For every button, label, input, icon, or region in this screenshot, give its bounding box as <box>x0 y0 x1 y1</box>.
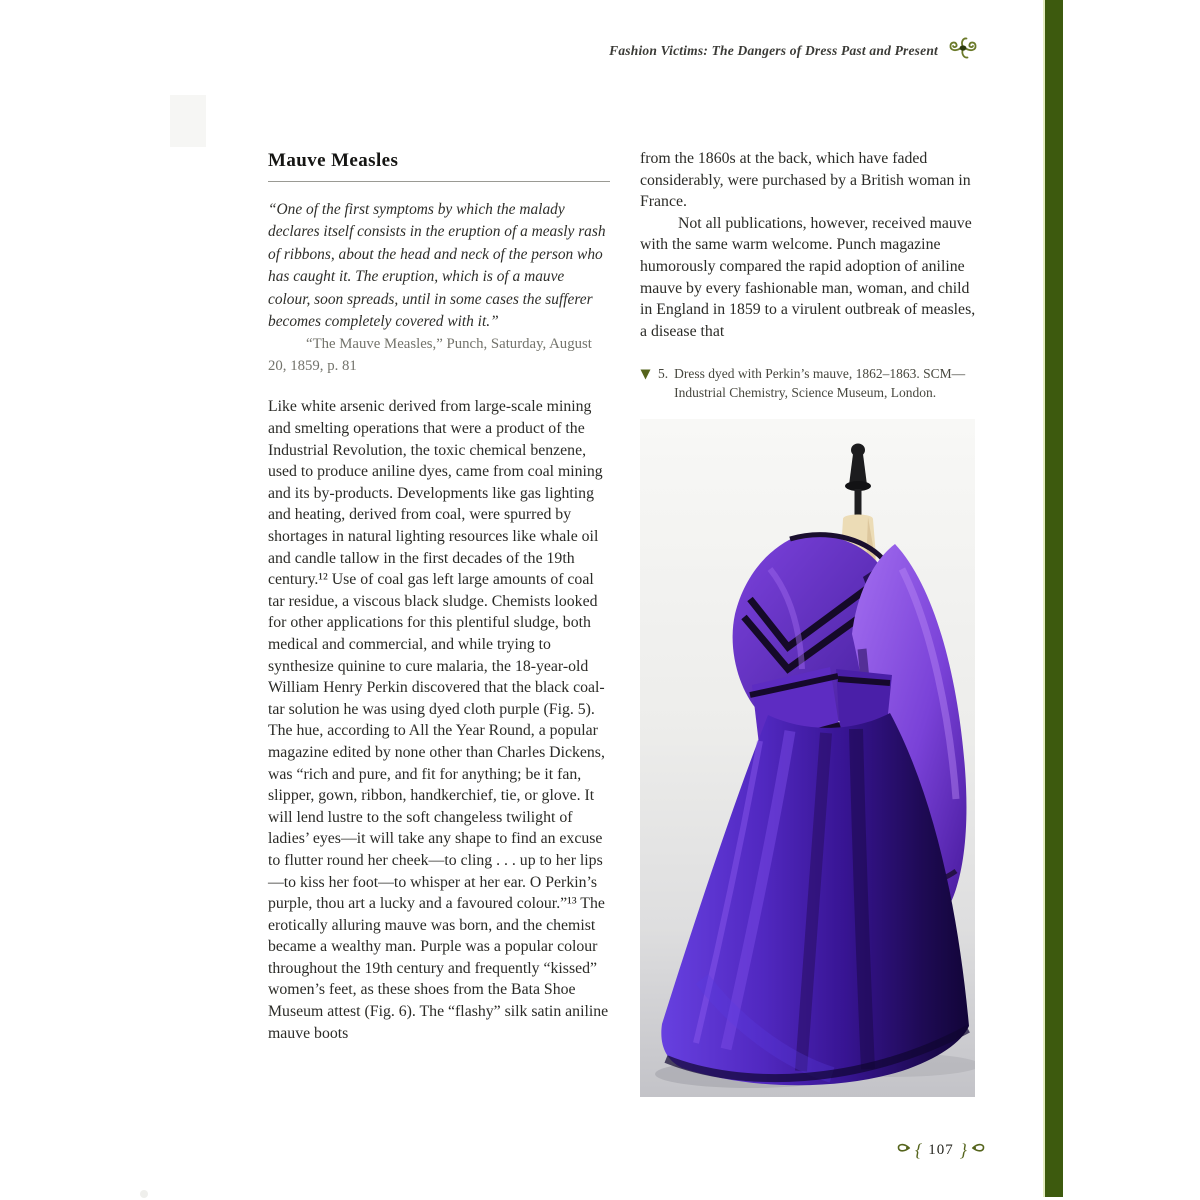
running-header <box>0 35 978 66</box>
footer-brace-left: { <box>915 1140 923 1160</box>
body-paragraph: from the 1860s at the back, which have faded considerably, were purchased by a British woman in France. <box>640 150 971 211</box>
epigraph-quote: “One of the first symptoms by which the malady declares itself consists in the eruption of a measly rash of ribbons, about the head and neck of the person who has caught it. The eruption, which is of a mauve colour, soon spreads, until in some cases the sufferer becomes completely covered with it.” <box>268 201 606 331</box>
left-column <box>268 150 610 1044</box>
footer-flourish-left-icon <box>896 1140 911 1161</box>
epigraph-attribution: “The Mauve Measles,” Punch, Saturday, August 20, 1859, p. 81 <box>268 336 592 375</box>
page-edge-bar <box>1043 0 1063 1197</box>
figure-caption-text: Dress dyed with Perkin’s mauve, 1862–1863. SCM—Industrial Chemistry, Science Museum, London. <box>674 366 966 401</box>
figure-caption <box>640 364 982 402</box>
scan-artifact <box>140 1190 148 1198</box>
footer-brace-right: } <box>959 1140 967 1160</box>
page-number: 107 <box>928 1141 954 1158</box>
footer-flourish-right-icon <box>971 1140 986 1161</box>
page-footer <box>896 1136 986 1164</box>
running-header-title: Fashion Victims: The Dangers of Dress Past and Present <box>609 42 938 58</box>
body-paragraph: Like white arsenic derived from large-scale mining and smelting operations that were a product of the Industrial Revolution, the toxic chemical benzene, used to produce aniline dyes, came from coal mining and its by-products. Developments like gas lighting and heating, derived from coal, were spurred by shortages in natural lighting resources like whale oil and candle tallow in the first decades of the 19th century.¹² Use of coal gas left large amounts of coal tar residue, a viscous black sludge. Chemists looked for other applications for this plentiful sludge, both medical and commercial, and while trying to synthesize quinine to cure malaria, the 18-year-old William Henry Perkin discovered that the black coal-tar solution he was using dyed cloth purple (Fig. 5). The hue, according to All the Year Round, a popular magazine edited by none other than Charles Dickens, was “rich and pure, and fit for anything; be it fan, slipper, gown, ribbon, handkerchief, tie, or glove. It will lend lustre to the soft changeless twilight of ladies’ eyes—it will take any shape to find an excuse to flutter round her cheek—to cling . . . up to her lips—to kiss her foot—to whisper at her ear. O Perkin’s purple, thou art a lucky and a favoured colour.”¹³ The erotically alluring mauve was born, and the chemist became a wealthy man. Purple was a popular colour throughout the 19th century and frequently “kissed” women’s feet, as these shoes from the Bata Shoe Museum attest (Fig. 6). The “flashy” silk satin aniline mauve boots <box>268 398 609 1042</box>
figure-marker-icon <box>640 366 651 385</box>
dress-photo <box>640 419 975 1097</box>
section-heading: Mauve Measles <box>268 150 610 182</box>
body-paragraph: Not all publications, however, received mauve with the same warm welcome. Punch magazine humorously compared the rapid adoption of aniline mauve by every fashionable man, woman, and child in England in 1859 to a virulent outbreak of measles, a disease that <box>640 214 976 340</box>
right-column <box>640 148 982 1097</box>
header-flourish-icon <box>948 35 978 66</box>
scan-artifact <box>170 95 206 147</box>
figure-number: 5. <box>658 366 669 382</box>
